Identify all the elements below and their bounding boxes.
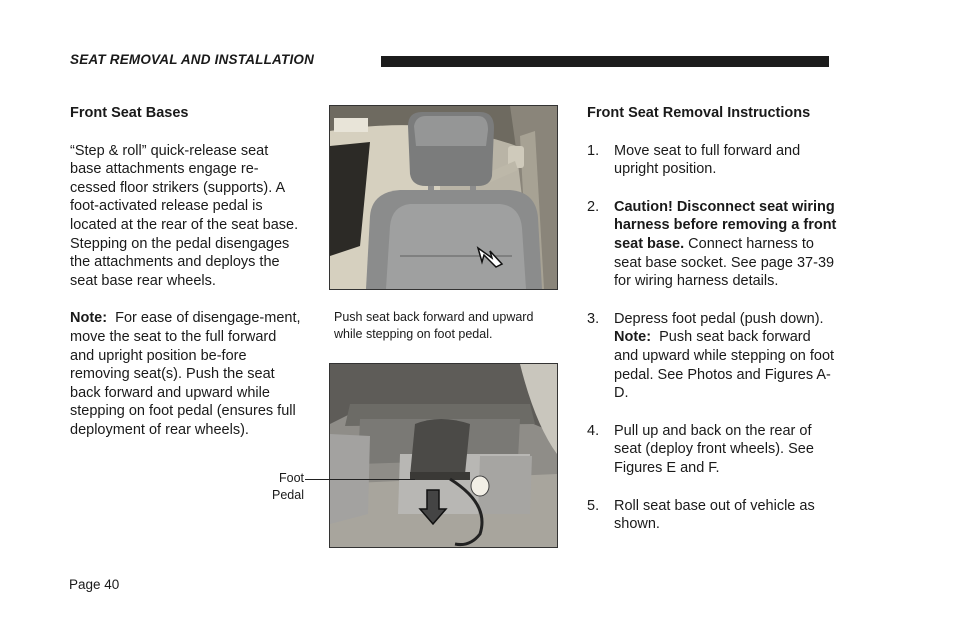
foot-pedal-label [262,470,304,504]
foot-pedal-leader-line [305,479,415,480]
item-number: 3. [587,310,600,327]
left-paragraph: “Step & roll” quick-release seat base attachments engage re-cessed floor strikers (supports). A foot-activated release pedal is located at the rear of the seat base. Stepping on the pedal disengages the attachments and deploys the seat base rear wheels. [70,142,299,289]
item-number: 4. [587,422,600,439]
item-number: 1. [587,142,600,159]
left-column [70,104,302,459]
page-number: Page 40 [69,577,120,592]
right-heading: Front Seat Removal Instructions [587,105,811,121]
left-heading: Front Seat Bases [70,105,189,121]
instruction-item-2 [587,198,837,291]
section-header-title: SEAT REMOVAL AND INSTALLATION [70,52,315,67]
instruction-item-4 [587,422,837,478]
photo-caption: Push seat back forward and upward while stepping on foot pedal. [334,310,534,341]
item-note-label: Note: [614,329,652,346]
item-text: Move seat to full forward and upright position. [614,142,801,178]
right-column [587,104,837,553]
left-note [70,309,302,439]
item-text: Connect harness to seat base socket. See page 37-39 for wiring harness details. [614,235,835,290]
instruction-item-1 [587,142,837,179]
item-text: Roll seat base out of vehicle as shown. [614,497,815,533]
seat-base-photo [329,363,558,548]
instruction-item-5 [587,497,837,534]
item-caution-text: Caution! Disconnect seat wiring harness before removing a front seat base. [614,198,837,252]
item-number: 2. [587,198,600,215]
item-text: Depress foot pedal (push down). [614,310,824,327]
header-rule [381,56,829,67]
item-number: 5. [587,497,600,514]
instruction-item-3 [587,310,837,403]
item-text: Pull up and back on the rear of seat (deploy front wheels). See Figures E and F. [614,422,814,476]
item-text-continued: Push seat back forward and upward while stepping on foot pedal. See Photos and Figures A-D. [614,329,835,402]
note-text: For ease of disengage-ment, move the seat to the full forward and upright position be-fore removing seat(s). Push the seat back forward and upward while stepping on foot pedal (ensures full deployment of rear wheels). [70,310,301,438]
foot-label-line1: Foot [278,471,304,485]
seat-back-photo [329,105,558,290]
note-label: Note: [70,310,108,327]
foot-label-line2: Pedal [272,488,304,502]
